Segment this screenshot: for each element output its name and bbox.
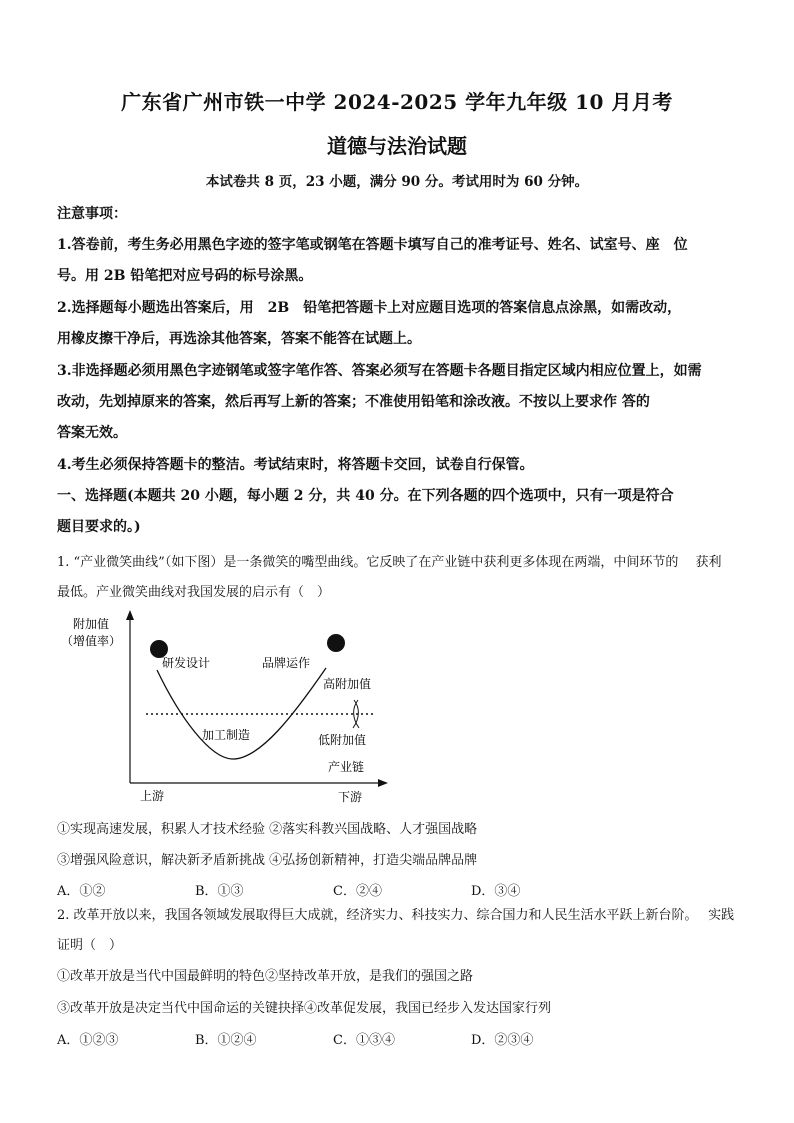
label-manufacturing: 加工制造 (202, 728, 251, 742)
notice-heading: 注意事项： (57, 206, 127, 222)
notice-line: 答案无效。 (57, 425, 127, 441)
exam-info: 本试卷共 8 页，23 小题，满分 90 分。考试用时为 60 分钟。 (205, 174, 589, 190)
right-dot (327, 634, 345, 652)
label-brand: 品牌运作 (262, 656, 311, 670)
q2-option-b: B．①②④ (195, 1033, 257, 1048)
q1-stem: 最低。产业微笑曲线对我国发展的启示有（ ） (57, 585, 331, 600)
notice-line: 改动，先划掉原来的答案，然后再写上新的答案；不准使用铅笔和涂改液。不按以上要求作 答的 (57, 394, 650, 410)
label-low: 低附加值 (318, 733, 367, 747)
section-heading: 一、选择题(本题共 20 小题，每小题 2 分，共 40 分。在下列各题的四个选项中，只有一项是符合 (57, 488, 674, 504)
notice-line: 4.考生必须保持答题卡的整洁。考试结束时，将答题卡交回，试卷自行保管。 (57, 457, 534, 473)
q1-option-d: D．③④ (471, 884, 521, 899)
notice-line: 3.非选择题必须用黑色字迹钢笔或签字笔作答、答案必须写在答题卡各题目指定区域内相应位置上，如需 (57, 363, 702, 379)
x-label: 产业链 (328, 760, 365, 774)
exam-title: 广东省广州市铁一中学 2024-2025 学年九年级 10 月月考 (121, 90, 673, 114)
q2-stem: 证明（ ） (57, 938, 123, 953)
label-upstream: 上游 (140, 789, 165, 803)
q1-option-b: B．①③ (195, 884, 244, 899)
smile-curve-chart (60, 608, 400, 808)
q2-option-c: C．①③④ (333, 1033, 395, 1048)
q2-option-a: A．①②③ (57, 1033, 119, 1048)
label-high: 高附加值 (323, 677, 372, 691)
y-label-2: （增值率） (61, 634, 122, 648)
q1-option-a: A．①② (57, 884, 106, 899)
x-axis-arrow (378, 779, 388, 787)
q2-stem: 2. 改革开放以来，我国各领域发展取得巨大成就，经济实力、科技实力、综合国力和人民生活水平跃上新台阶。 实践 (57, 908, 735, 923)
notice-line: 号。用 2B 铅笔把对应号码的标号涂黑。 (57, 268, 313, 284)
q1-option-c: C．②④ (333, 884, 382, 899)
y-label-1: 附加值 (73, 617, 110, 631)
q1-statements: ③增强风险意识，解决新矛盾新挑战 ④弘扬创新精神，打造尖端品牌品牌 (57, 853, 478, 868)
q1-statements: ①实现高速发展，积累人才技术经验 ②落实科教兴国战略、人才强国战略 (57, 822, 478, 837)
q2-statements: ③改革开放是决定当代中国命运的关键抉择④改革促发展，我国已经步入发达国家行列 (57, 1001, 552, 1016)
q1-stem: 1. “产业微笑曲线”（如下图）是一条微笑的嘴型曲线。它反映了在产业链中获利更多体现在两端，中间环节的 获利 (57, 555, 722, 570)
notice-line: 用橡皮擦干净后，再选涂其他答案，答案不能答在试题上。 (57, 331, 421, 347)
exam-subject-title: 道德与法治试题 (327, 134, 467, 158)
q2-option-d: D．②③④ (471, 1033, 534, 1048)
notice-line: 2.选择题每小题选出答案后，用 2B 铅笔把答题卡上对应题目选项的答案信息点涂黑，如需改动， (57, 300, 682, 316)
section-heading: 题目要求的。) (57, 519, 141, 535)
y-axis-arrow (126, 610, 134, 620)
q2-statements: ①改革开放是当代中国最鲜明的特色②坚持改革开放，是我们的强国之路 (57, 969, 474, 984)
notice-line: 1.答卷前，考生务必用黑色字迹的签字笔或钢笔在答题卡填写自己的准考证号、姓名、试室号、座 位 (57, 237, 688, 253)
label-rd: 研发设计 (162, 656, 211, 670)
label-downstream: 下游 (338, 790, 363, 804)
